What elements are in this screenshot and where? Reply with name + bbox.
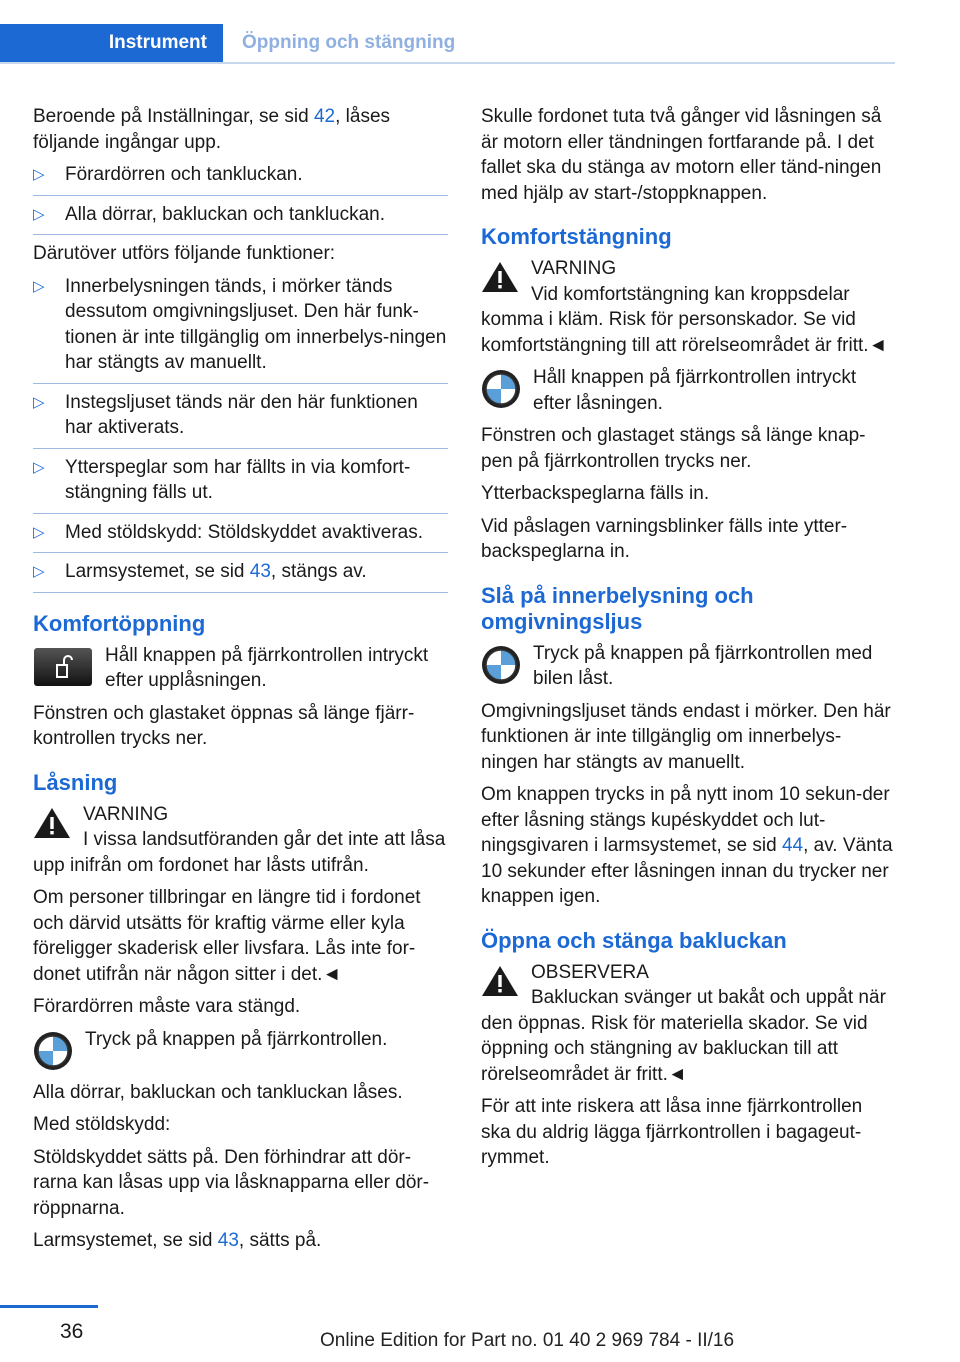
tab-oppning-och-stangning[interactable]: Öppning och stängning xyxy=(242,32,456,53)
list-item: ▷ Instegsljuset tänds när den här funktionen har aktiverats. xyxy=(33,390,448,449)
warning-triangle-icon xyxy=(33,806,71,840)
heading-lasning: Låsning xyxy=(33,769,118,795)
heading-komfortoppning: Komfortöppning xyxy=(33,610,206,636)
list-item: ▷ Ytterspeglar som har fällts in via komfort‐stängning fälls ut. xyxy=(33,455,448,514)
list-item: ▷ Innerbelysningen tänds, i mörker tänds dessutom omgivningsljuset. Den här funk‐tionen är inte tillgänglig om innerbelys‐ningen har stängts av manuellt. xyxy=(33,274,448,384)
warning-triangle-icon xyxy=(481,260,519,294)
page-ref-43[interactable]: 43 xyxy=(249,561,271,582)
list-item: ▷ Alla dörrar, bakluckan och tankluckan. xyxy=(33,202,448,236)
page-ref-42[interactable]: 42 xyxy=(313,106,336,127)
baklucka-notice xyxy=(481,960,895,1088)
bmw-logo-icon xyxy=(481,645,521,685)
lasning-paragraph-3: Alla dörrar, bakluckan och tankluckan låses. xyxy=(33,1081,403,1103)
innerbelysning-paragraph-1: Omgivningsljuset tänds endast i mörker. Den här funktionen är inte tillgänglig om innerbelys‐ningen har stängts av manuellt. xyxy=(481,700,891,773)
komfortoppning-paragraph: Fönstren och glastaket öppnas så länge fjärr‐kontrollen trycks ner. xyxy=(33,702,415,749)
notice-label: OBSERVERA xyxy=(531,961,649,983)
lasning-paragraph-5: Stöldskyddet sätts på. Den förhindrar att dör‐rarna kan låsas upp via låsknapparna eller dör‐röppnarna. xyxy=(33,1146,430,1219)
triangle-bullet-icon: ▷ xyxy=(33,205,45,223)
heading-komfortstangning: Komfortstängning xyxy=(481,224,672,249)
tab-instrument[interactable]: Instrument xyxy=(0,24,223,62)
innerbelysning-instruction: Tryck på knappen på fjärrkontrollen med bilen låst. xyxy=(481,641,895,692)
list-item: ▷ Larmsystemet, se sid 43, stängs av. xyxy=(33,559,448,593)
left-column xyxy=(33,104,448,1261)
komfortstangning-warning xyxy=(481,256,895,358)
komfortstangning-paragraph-1: Fönstren och glastaget stängs så länge knap‐pen på fjärrkontrollen trycks ner. xyxy=(481,425,866,472)
functions-list xyxy=(33,274,448,593)
footer-rule xyxy=(0,1305,98,1308)
heading-innerbelysning: Slå på innerbelysning och omgivningsljus xyxy=(481,582,754,634)
edition-footer: Online Edition for Part no. 01 40 2 969 784 - II/16 xyxy=(320,1330,735,1351)
lasning-paragraph-4: Med stöldskydd: xyxy=(33,1114,171,1135)
intro-paragraph: Beroende på Inställningar, se sid 42, låses följande ingångar upp. xyxy=(33,106,391,153)
warning-label: VARNING xyxy=(531,258,617,279)
triangle-bullet-icon: ▷ xyxy=(33,563,45,580)
lasning-paragraph-2: Förardörren måste vara stängd. xyxy=(33,996,301,1017)
notice-text: Bakluckan svänger ut bakåt och uppåt när den öppnas. Risk för materiella skador. Se vid öppning och stängning av bakluckan till att rörelseområdet är fritt.◄ xyxy=(481,987,886,1085)
right-column xyxy=(481,104,895,1178)
innerbelysning-paragraph-2: Om knappen trycks in på nytt inom 10 sekun‐der efter låsning stängs kupéskyddet och lut‐ningsgivaren i larmsystemet, se sid 44, av. Vänta 10 sekunder efter låsningen innan du trycker ner knappen igen. xyxy=(481,784,893,907)
komfortstangning-paragraph-2: Ytterbackspeglarna fälls in. xyxy=(481,483,710,504)
triangle-bullet-icon: ▷ xyxy=(33,393,45,411)
page-ref-44[interactable]: 44 xyxy=(781,835,804,856)
unlock-key-icon xyxy=(33,647,93,687)
list-item: ▷ Med stöldskydd: Stöldskyddet avaktiveras. xyxy=(33,520,448,554)
warning-text: Vid komfortstängning kan kroppsdelar komma i kläm. Risk för personskador. Se vid komfortstängning till att rörelseområdet är fritt.◄ xyxy=(481,283,888,356)
lasning-paragraph-1: Om personer tillbringar en längre tid i fordonet och därvid utsätts för kraftig värme eller kyla föreligger skaderisk eller livsfara. Lås inte for‐donet utifrån när någon sitter i det.◄ xyxy=(33,887,421,985)
triangle-bullet-icon: ▷ xyxy=(33,458,45,476)
page-ref-43[interactable]: 43 xyxy=(217,1230,239,1251)
triangle-bullet-icon: ▷ xyxy=(33,523,45,541)
horn-paragraph: Skulle fordonet tuta två gånger vid låsningen så är motorn eller tändningen fortfarande på. I det fallet ska du stänga av motorn eller tänd‐ningen med hjälp av start-/stoppknappen. xyxy=(481,106,882,204)
bmw-logo-icon xyxy=(33,1031,73,1071)
bmw-logo-icon xyxy=(481,369,521,409)
komfortstangning-paragraph-3: Vid påslagen varningsblinker fälls inte ytter‐backspeglarna in. xyxy=(481,515,848,562)
warning-text: I vissa landsutföranden går det inte att låsa upp inifrån om fordonet har låsts utifrån. xyxy=(33,829,446,876)
triangle-bullet-icon: ▷ xyxy=(33,166,45,183)
unlock-entries-list xyxy=(33,162,448,235)
heading-baklucka: Öppna och stänga bakluckan xyxy=(481,927,787,953)
baklucka-paragraph-1: För att inte riskera att låsa inne fjärrkontrollen ska du aldrig lägga fjärrkontrollen i bagageut‐rymmet. xyxy=(481,1096,863,1168)
page-number: 36 xyxy=(60,1320,84,1343)
lasning-warning xyxy=(33,802,448,879)
list-item: ▷ Förardörren och tankluckan. xyxy=(33,162,448,196)
lasning-paragraph-6: Larmsystemet, se sid 43, sätts på. xyxy=(33,1230,322,1251)
warning-label: VARNING xyxy=(83,803,169,825)
additional-functions-intro: Därutöver utförs följande funktioner: xyxy=(33,243,336,264)
header-tabbar xyxy=(0,24,895,64)
warning-triangle-icon xyxy=(481,964,519,998)
komfortstangning-instruction: Håll knappen på fjärrkontrollen intryckt efter låsningen. xyxy=(481,365,895,416)
komfortoppning-instruction: Håll knappen på fjärrkontrollen intryckt efter upplåsningen. xyxy=(33,643,448,694)
triangle-bullet-icon: ▷ xyxy=(33,277,45,295)
lasning-instruction: Tryck på knappen på fjärrkontrollen. xyxy=(33,1027,448,1073)
